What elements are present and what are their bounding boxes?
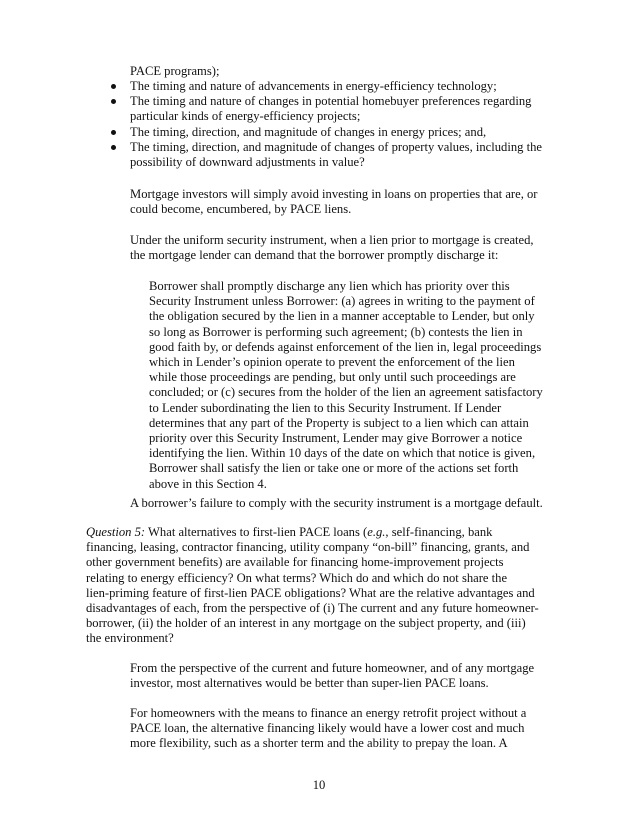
list-item (104, 125, 574, 140)
list-item-line: particular kinds of energy-efficiency projects; (130, 109, 361, 124)
question-5 (86, 525, 556, 647)
quote-line: good faith by, or defends against enforcement of the lien in, legal proceedings (149, 339, 542, 354)
bullet-list (104, 79, 574, 170)
list-item-line: The timing and nature of advancements in energy-efficiency technology; (130, 79, 497, 93)
list-item (104, 140, 574, 170)
question-first-line (86, 525, 556, 540)
paragraph-line: Mortgage investors will simply avoid investing in loans on properties that are, or (130, 187, 538, 201)
list-item (104, 94, 574, 124)
quote-line: Borrower shall satisfy the lien or take one or more of the actions set forth (149, 461, 519, 476)
quote-line: so long as Borrower is performing such agreement; (b) contests the lien in (149, 324, 523, 339)
list-item-line: The timing and nature of changes in potential homebuyer preferences regarding (130, 94, 532, 109)
page-number: 10 (312, 778, 326, 792)
paragraph-mortgage-investors (130, 187, 560, 217)
paragraph-line: PACE loan, the alternative financing likely would have a lower cost and much (130, 721, 525, 736)
question-line: relating to energy efficiency? On what terms? Which do and which do not share the (86, 570, 508, 585)
quote-line: Security Instrument unless Borrower: (a) agrees in writing to the payment of (149, 294, 535, 309)
bullet-icon (111, 145, 116, 150)
question-label: Question 5: (86, 525, 146, 539)
intro-continuation (130, 64, 560, 79)
list-item (104, 79, 574, 94)
quote-line: while those proceedings are pending, but only until such proceedings are (149, 370, 516, 385)
paragraph-perspective (130, 661, 560, 691)
bullet-icon (111, 84, 116, 89)
quote-line: to Lender subordinating the lien to this Security Instrument. If Lender (149, 400, 502, 415)
bullet-icon (111, 130, 116, 135)
quote-line: priority over this Security Instrument, Lender may give Borrower a notice (149, 431, 523, 446)
bullet-icon (111, 99, 116, 104)
paragraph-line: Under the uniform security instrument, when a lien prior to mortgage is created, (130, 233, 534, 247)
paragraph-line: For homeowners with the means to finance an energy retrofit project without a (130, 706, 527, 720)
paragraph-line: investor, most alternatives would be better than super-lien PACE loans. (130, 676, 489, 691)
question-line: financing, leasing, contractor financing, utility company “on-bill” financing, grants, and (86, 540, 530, 555)
intro-line: PACE programs); (130, 64, 220, 78)
question-line: lien-priming feature of first-lien PACE obligations? What are the relative advantages and (86, 585, 535, 600)
paragraph-mortgage-default (130, 496, 560, 511)
paragraph-line: more flexibility, such as a shorter term and the ability to prepay the loan. A (130, 736, 508, 751)
list-item-line: The timing, direction, and magnitude of changes of property values, including the (130, 139, 542, 154)
list-item-line: The timing, direction, and magnitude of changes in energy prices; and, (130, 124, 487, 139)
quote-line: above in this Section 4. (149, 476, 267, 491)
question-line: disadvantages of each, from the perspective of (i) The current and any future homeowner- (86, 601, 539, 616)
paragraph-line: the mortgage lender can demand that the borrower promptly discharge it: (130, 248, 499, 263)
quote-line: Borrower shall promptly discharge any lien which has priority over this (149, 279, 510, 293)
quote-line: determines that any part of the Property is subject to a lien which can attain (149, 415, 529, 430)
question-text: What alternatives to first-lien PACE loans ( (145, 525, 368, 539)
list-item-line: possibility of downward adjustments in value? (130, 155, 365, 170)
question-line: other government benefits) are available for financing home-improvement projects (86, 555, 504, 570)
paragraph-line: could become, encumbered, by PACE liens. (130, 202, 352, 217)
quote-line: which in Lender’s opinion operate to prevent the enforcement of the lien (149, 355, 515, 370)
block-quote-section-4 (149, 279, 579, 492)
quote-line: concluded; or (c) secures from the holder of the lien an agreement satisfactory (149, 385, 543, 400)
paragraph-line: From the perspective of the current and future homeowner, and of any mortgage (130, 661, 535, 675)
question-line: the environment? (86, 631, 174, 646)
question-line: borrower, (ii) the holder of an interest in any mortgage on the subject property, and (iii) (86, 616, 526, 631)
quote-line: the obligation secured by the lien in a manner acceptable to Lender, but only (149, 309, 535, 324)
question-eg: e.g. (367, 525, 386, 539)
paragraph-uniform-instrument (130, 233, 560, 263)
quote-line: identifying the lien. Within 10 days of the date on which that notice is given, (149, 446, 536, 461)
question-text: , self-financing, bank (385, 525, 493, 539)
paragraph-homeowners (130, 706, 560, 752)
paragraph-line: A borrower’s failure to comply with the security instrument is a mortgage default. (130, 496, 543, 510)
